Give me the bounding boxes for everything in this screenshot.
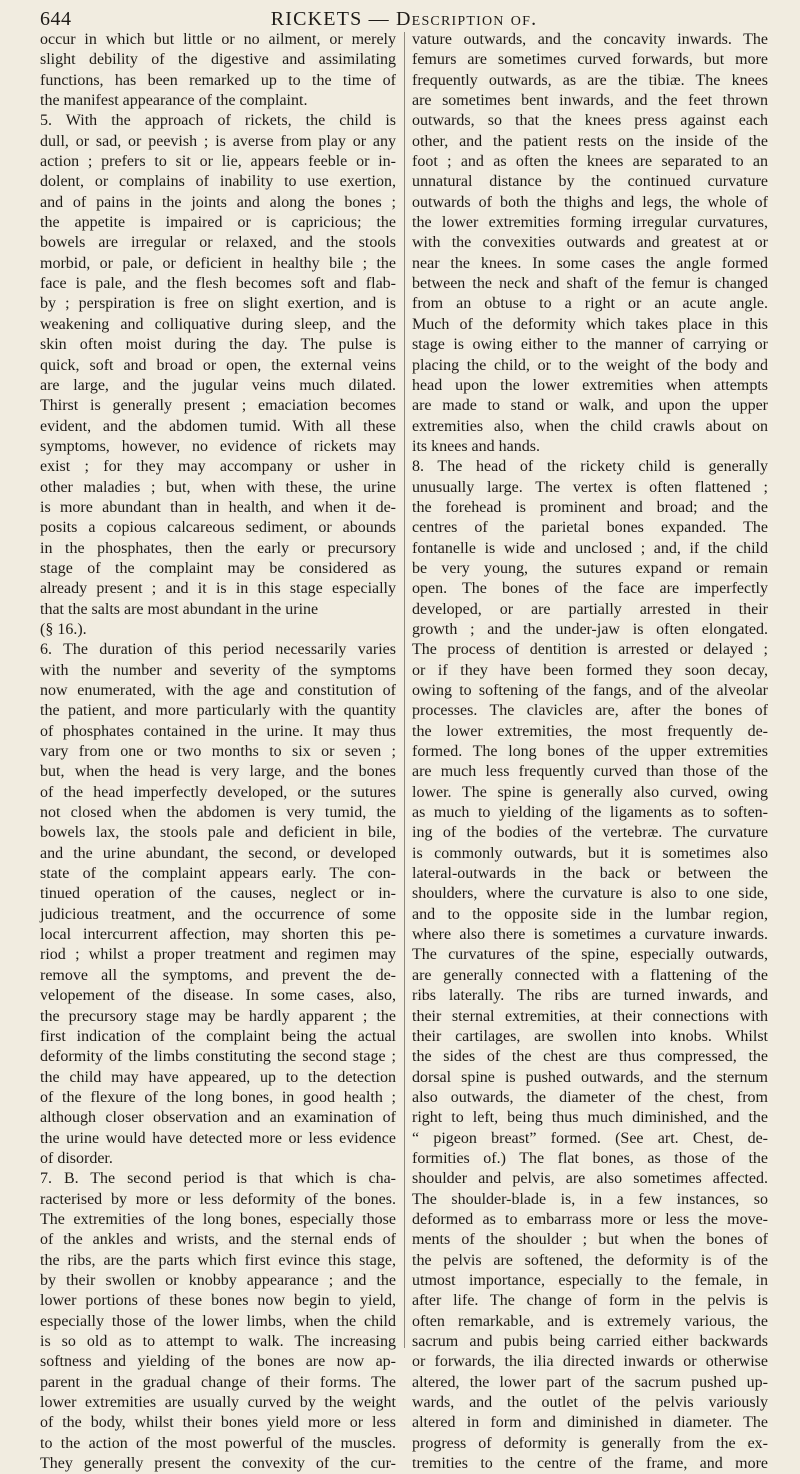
text-line: from an obtuse to a right or an acute angle. [412, 295, 768, 313]
text-line: of the body, whilst their bones yield more or less [40, 1414, 396, 1432]
text-line: as much to yielding of the ligaments as to soften- [412, 804, 768, 822]
text-line: of the ankles and wrists, and the sternal ends of [40, 1231, 396, 1249]
page-number: 644 [40, 8, 72, 30]
text-line: placing the child, or to the weight of the body and [412, 356, 768, 374]
text-line: the child may have appeared, up to the detection [40, 1068, 396, 1086]
text-line: or if they have been formed they soon decay, [412, 661, 768, 679]
text-line: parent in the gradual change of their forms. The [40, 1373, 396, 1391]
text-line: with the convexities outwards and greatest at or [412, 234, 768, 252]
text-line: 6. The duration of this period necessarily varies [40, 641, 396, 659]
text-line: lower portions of these bones now begin to yield, [40, 1292, 396, 1310]
text-line: 7. B. The second period is that which is cha- [40, 1170, 396, 1188]
text-line: developed, or are partially arrested in their [412, 600, 768, 618]
text-line: sacrum and pubis being carried either backwards [412, 1333, 768, 1350]
text-line: deformity of the limbs constituting the second stage ; [40, 1048, 396, 1066]
text-line: vary from one or two months to six or seven ; [40, 743, 396, 761]
text-line: quick, soft and broad or open, the external veins [40, 356, 396, 374]
text-line: by their swollen or knobby appearance ; and the [40, 1271, 396, 1289]
text-line: extremities also, when the child crawls about on [412, 417, 768, 435]
text-line: but, when the head is very large, and the bones [40, 763, 396, 781]
text-line: slight debility of the digestive and assimilating [40, 51, 396, 69]
text-line: 8. The head of the rickety child is generally [412, 458, 768, 476]
text-line: bowels are irregular or relaxed, and the stools [40, 234, 396, 252]
text-line: action ; prefers to sit or lie, appears feeble or in- [40, 153, 396, 171]
text-line: by ; perspiration is free on slight exertion, and is [40, 295, 396, 313]
text-line: tinued operation of the causes, neglect or in- [40, 885, 396, 903]
text-line: altered in form and diminished in diameter. The [412, 1414, 768, 1432]
text-line: of the flexure of the long bones, in good health ; [40, 1088, 396, 1106]
text-line: first indication of the complaint being the actual [40, 1027, 396, 1045]
text-line: are large, and the jugular veins much dilated. [40, 376, 396, 394]
text-line: in the phosphates, then the early or precursory [40, 539, 396, 557]
text-line: also outwards, the diameter of the chest, from [412, 1088, 768, 1106]
running-head: RICKETS — Description of. [270, 8, 538, 30]
text-line: the sides of the chest are thus compressed, the [412, 1048, 768, 1066]
text-line: other, and the patient rests on the inside of the [412, 132, 768, 150]
text-line: lower. The spine is generally also curved, owing [412, 783, 768, 801]
text-line: the appetite is impaired or is capricious; the [40, 214, 396, 232]
column-divider [404, 32, 405, 1348]
text-line: other maladies ; but, when with these, the urine [40, 478, 396, 496]
text-line: skin often moist during the day. The pulse is [40, 336, 396, 354]
text-line: face is pale, and the flesh becomes soft and flab- [40, 275, 396, 293]
text-line: evident, and the abdomen tumid. With all these [40, 417, 396, 435]
text-line: lateral-outwards in the back or between the [412, 865, 768, 883]
text-line: already present ; and it is in this stage especially [40, 580, 396, 598]
text-line: head upon the lower extremities when attempts [412, 376, 768, 394]
text-line: wards, and the outlet of the pelvis variously [412, 1394, 768, 1412]
text-line: near the knees. In some cases the angle formed [412, 254, 768, 272]
text-line: morbid, or pale, or deficient in healthy bile ; the [40, 254, 396, 272]
text-line: outwards of both the thighs and legs, the whole of [412, 193, 768, 211]
text-line: 5. With the approach of rickets, the child is [40, 112, 396, 130]
text-line: tremities to the centre of the frame, and more [412, 1455, 768, 1473]
text-line: are made to stand or walk, and upon the upper [412, 397, 768, 415]
text-line: The shoulder-blade is, in a few instances, so [412, 1190, 768, 1208]
text-line: symptoms, however, no evidence of rickets may [40, 437, 396, 455]
text-line: deformed as to embarrass more or less the move- [412, 1210, 768, 1228]
text-line: their sternal extremities, at their connections with [412, 1007, 768, 1025]
text-line: right to left, being thus much diminished, and the [412, 1109, 768, 1127]
text-line: especially those of the lower limbs, when the child [40, 1312, 396, 1330]
text-line: occur in which but little or no ailment, or merely [40, 31, 396, 48]
text-line: vature outwards, and the concavity inwards. The [412, 31, 768, 48]
text-line: or forwards, the ilia directed inwards or otherwise [412, 1353, 768, 1371]
text-line: exist ; for they may accompany or usher in [40, 458, 396, 476]
text-line: stage of the complaint may be considered as [40, 559, 396, 577]
text-line: state of the complaint appears early. The con- [40, 865, 396, 883]
text-line: shoulders, where the curvature is also to one side, [412, 885, 768, 903]
text-line: They generally present the convexity of the cur- [40, 1455, 396, 1473]
text-line: posits a copious calcareous sediment, or abounds [40, 519, 396, 537]
text-line: Thirst is generally present ; emaciation becomes [40, 397, 396, 415]
text-line: is so old as to attempt to walk. The increasing [40, 1333, 396, 1350]
text-line: and to the opposite side in the lumbar region, [412, 905, 768, 923]
text-line: local intercurrent affection, may shorten this pe- [40, 926, 396, 944]
left-column [40, 30, 396, 1473]
text-line: ments of the shoulder ; but when the bones of [412, 1231, 768, 1249]
text-line: often remarkable, and is extremely various, the [412, 1312, 768, 1330]
text-line: to the action of the most powerful of the muscles. [40, 1434, 396, 1452]
text-line: are generally connected with a flattening of the [412, 966, 768, 984]
text-line: be very young, the sutures expand or remain [412, 559, 768, 577]
text-line: owing to softening of the fangs, and of the alveolar [412, 682, 768, 699]
text-line: open. The bones of the face are imperfectly [412, 580, 768, 598]
text-line: with the number and severity of the symptoms [40, 661, 396, 679]
text-line: the ribs, are the parts which first evince this stage, [40, 1251, 396, 1269]
text-line: the patient, and more particularly with the quantity [40, 702, 396, 720]
text-line: of the head imperfectly developed, or the sutures [40, 783, 396, 801]
text-line: progress of deformity is generally from the ex- [412, 1434, 768, 1452]
text-line: stage is owing either to the manner of carrying or [412, 336, 768, 354]
text-line: outwards, so that the knees press against each [412, 112, 768, 130]
text-line: of disorder. [40, 1149, 113, 1167]
text-line: are sometimes bent inwards, and the feet thrown [412, 92, 768, 110]
text-line: the lower extremities, the most frequently de- [412, 722, 768, 740]
text-line: femurs are sometimes curved forwards, but more [412, 51, 768, 69]
text-line: not closed when the abdomen is very tumid, the [40, 804, 396, 822]
text-line: dull, or sad, or peevish ; is averse from play or any [40, 132, 396, 150]
text-line: the manifest appearance of the complaint. [40, 92, 308, 110]
text-line: The extremities of the long bones, especially those [40, 1210, 396, 1228]
text-line: their cartilages, are swollen into knobs. Whilst [412, 1027, 768, 1045]
text-line: frequently outwards, as are the tibiæ. The knees [412, 71, 768, 89]
text-line: weakening and colliquative during sleep, and the [40, 315, 396, 333]
text-line: unusually large. The vertex is often flattened ; [412, 478, 768, 496]
text-line: ing of the bodies of the vertebræ. The curvature [412, 824, 768, 842]
text-line: altered, the lower part of the sacrum pushed up- [412, 1373, 768, 1391]
text-line: The curvatures of the spine, especially outwards, [412, 946, 768, 964]
text-line: dorsal spine is pushed outwards, and the sternum [412, 1068, 768, 1086]
text-line: judicious treatment, and the occurrence of some [40, 905, 396, 923]
text-line: bowels lax, the stools pale and deficient in bile, [40, 824, 396, 842]
text-line: now enumerated, with the age and constitution of [40, 682, 396, 699]
text-line: and of pains in the joints and along the bones ; [40, 193, 396, 211]
text-line: racterised by more or less deformity of the bones. [40, 1190, 396, 1208]
text-line: riod ; whilst a proper treatment and regimen may [40, 946, 396, 964]
text-line: formities of.) The flat bones, as those of the [412, 1149, 768, 1167]
text-line: is commonly outwards, but it is sometimes also [412, 844, 768, 862]
text-line: ribs laterally. The ribs are turned inwards, and [412, 987, 768, 1005]
text-line: where also there is sometimes a curvature inwards. [412, 926, 768, 944]
text-line: the lower extremities forming irregular curvatures, [412, 214, 768, 232]
text-line: that the salts are most abundant in the urine [40, 600, 319, 618]
text-line: growth ; and the under-jaw is often elongated. [412, 620, 768, 638]
text-line: The process of dentition is arrested or delayed ; [412, 641, 768, 659]
text-line: fontanelle is wide and unclosed ; and, if the child [412, 539, 768, 557]
text-line: the urine would have detected more or less evidence [40, 1129, 396, 1147]
text-line: centres of the parietal bones expanded. The [412, 519, 768, 537]
text-line: velopement of the disease. In some cases, also, [40, 987, 396, 1005]
text-line: the forehead is prominent and broad; and the [412, 498, 768, 516]
text-line: Much of the deformity which takes place in this [412, 315, 768, 333]
text-line: shoulder and pelvis, are also sometimes affected. [412, 1170, 768, 1188]
text-line: its knees and hands. [412, 437, 540, 455]
text-line: and the urine abundant, the second, or developed [40, 844, 396, 862]
text-line: lower extremities are usually curved by the weight [40, 1394, 396, 1412]
text-line: unnatural distance by the continued curvature [412, 173, 768, 191]
text-line: remove all the symptoms, and prevent the de- [40, 966, 396, 984]
text-line: although closer observation and an examination of [40, 1109, 396, 1127]
text-line: (§ 16.). [40, 620, 87, 638]
text-line: functions, has been remarked up to the time of [40, 71, 396, 89]
text-line: “ pigeon breast” formed. (See art. Chest, de- [412, 1129, 768, 1147]
text-line: after life. The change of form in the pelvis is [412, 1292, 768, 1310]
text-line: formed. The long bones of the upper extremities [412, 743, 768, 761]
text-line: processes. The clavicles are, after the bones of [412, 702, 768, 720]
text-line: between the neck and shaft of the femur is changed [412, 275, 768, 293]
text-line: the precursory stage may be hardly apparent ; the [40, 1007, 396, 1025]
text-line: dolent, or complains of inability to use exertion, [40, 173, 396, 191]
text-line: softness and yielding of the bones are now ap- [40, 1353, 396, 1371]
text-line: foot ; and as often the knees are separated to an [412, 153, 768, 171]
right-column [412, 30, 768, 1473]
text-line: of phosphates contained in the urine. It may thus [40, 722, 396, 740]
text-line: utmost importance, especially to the female, in [412, 1271, 768, 1289]
text-line: the pelvis are softened, the deformity is of the [412, 1251, 768, 1269]
text-line: is more abundant than in health, and when it de- [40, 498, 396, 516]
text-line: are much less frequently curved than those of the [412, 763, 768, 781]
